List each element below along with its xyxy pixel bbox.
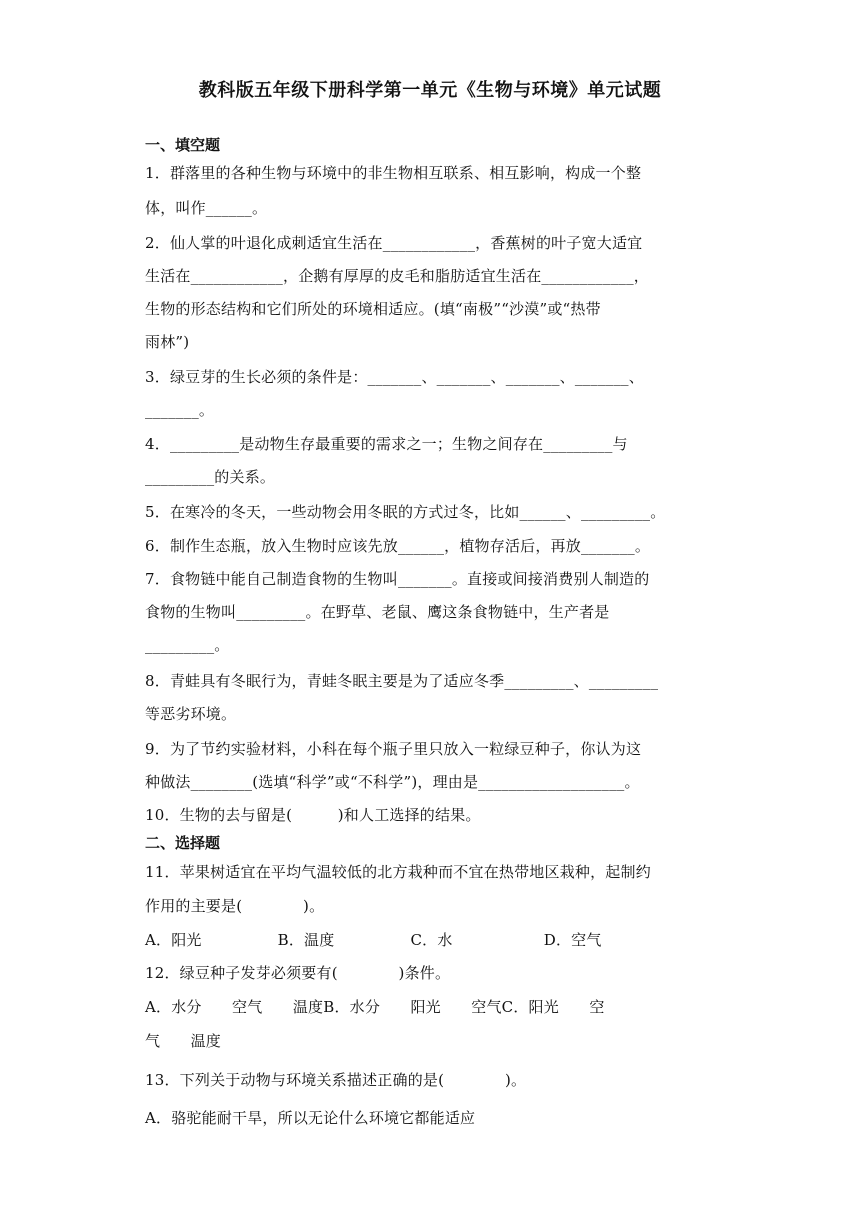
question-line: 9．为了节约实验材料，小科在每个瓶子里只放入一粒绿豆种子，你认为这 xyxy=(145,740,642,758)
answer-options: A．骆驼能耐干旱，所以无论什么环境它都能适应 xyxy=(145,1109,476,1127)
question-line: 2．仙人掌的叶退化成刺适宜生活在____________，香蕉树的叶子宽大适宜 xyxy=(145,234,643,252)
question-line: 雨林”) xyxy=(145,333,190,351)
question-line: 生物的形态结构和它们所处的环境相适应。(填“南极”“沙漠”或“热带 xyxy=(145,300,601,318)
question-line: 作用的主要是( )。 xyxy=(145,897,325,915)
answer-options: 气 温度 xyxy=(145,1032,222,1050)
question-line: _________的关系。 xyxy=(145,468,276,486)
question-line: 生活在____________，企鹅有厚厚的皮毛和脂肪适宜生活在____________， xyxy=(145,267,650,285)
answer-options: A．阳光 B．温度 C．水 D．空气 xyxy=(145,931,602,949)
question-line: 11．苹果树适宜在平均气温较低的北方栽种而不宜在热带地区栽种，起制约 xyxy=(145,863,651,881)
question-line: _________。 xyxy=(145,636,230,654)
question-line: 7．食物链中能自己制造食物的生物叫_______。直接或间接消费别人制造的 xyxy=(145,570,650,588)
question-line: 种做法________(选填“科学”或“不科学”)，理由是___________________。 xyxy=(145,773,640,791)
question-line: 13．下列关于动物与环境关系描述正确的是( )。 xyxy=(145,1071,527,1089)
section-heading-fill-in: 一、填空题 xyxy=(145,136,221,154)
question-line: 食物的生物叫_________。在野草、老鼠、鹰这条食物链中，生产者是 xyxy=(145,603,610,621)
question-line: _______。 xyxy=(145,401,215,419)
question-line: 5．在寒冷的冬天，一些动物会用冬眠的方式过冬，比如______、_________。 xyxy=(145,503,666,521)
question-line: 3．绿豆芽的生长必须的条件是：_______、_______、_______、_______、 xyxy=(145,368,644,386)
question-line: 8．青蛙具有冬眠行为，青蛙冬眠主要是为了适应冬季_________、_________ xyxy=(145,672,659,690)
question-line: 10．生物的去与留是( )和人工选择的结果。 xyxy=(145,806,481,824)
answer-options: A．水分 空气 温度B．水分 阳光 空气C．阳光 空 xyxy=(145,998,605,1016)
question-line: 等恶劣环境。 xyxy=(145,705,237,723)
page-title: 教科版五年级下册科学第一单元《生物与环境》单元试题 xyxy=(198,80,662,101)
section-heading-choice: 二、选择题 xyxy=(145,834,221,852)
question-line: 12．绿豆种子发芽必须要有( )条件。 xyxy=(145,964,451,982)
question-line: 6．制作生态瓶，放入生物时应该先放______，植物存活后，再放_______。 xyxy=(145,537,651,555)
question-line: 体，叫作______。 xyxy=(145,199,268,217)
question-line: 1．群落里的各种生物与环境中的非生物相互联系、相互影响，构成一个整 xyxy=(145,164,642,182)
question-line: 4．_________是动物生存最重要的需求之一；生物之间存在_________与 xyxy=(145,435,628,453)
